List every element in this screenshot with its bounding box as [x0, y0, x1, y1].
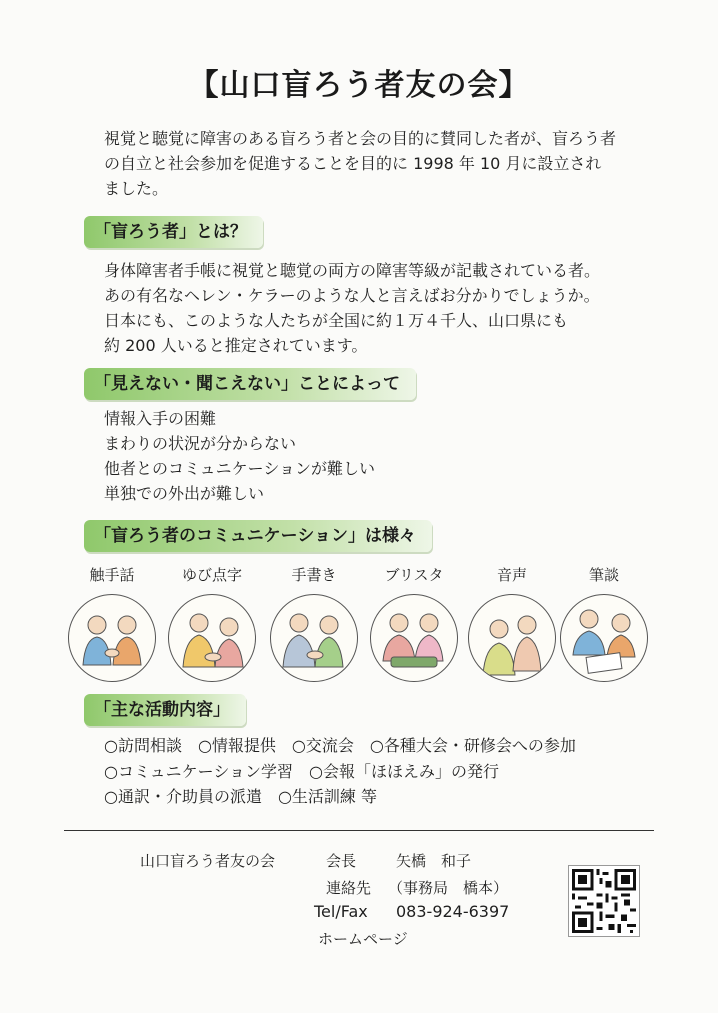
method-label: ブリスタ [384, 566, 444, 584]
president-name: 矢橋 和子 [396, 852, 472, 870]
communication-methods [66, 562, 646, 690]
intro-paragraph [104, 126, 664, 201]
method-label: ゆび点字 [181, 566, 242, 584]
written-conversation-illustration [560, 594, 648, 682]
contact-label: 連絡先 [326, 879, 372, 897]
intro-line: 視覚と聴覚に障害のある盲ろう者と会の目的に賛同した者が、盲ろう者 [104, 129, 617, 148]
list-item: 単独での外出が難しい [104, 484, 265, 503]
footer-divider [64, 830, 654, 831]
method-written-conversation [558, 562, 650, 682]
voice-illustration [468, 594, 556, 682]
method-voice [466, 562, 558, 682]
activity-line: ○コミュニケーション学習 ○会報「ほほえみ」の発行 [104, 761, 499, 781]
difficulties-list [104, 406, 664, 506]
tel-value: 083-924-6397 [396, 902, 510, 921]
what-is-deafblind-text [104, 258, 664, 358]
braille-writer-illustration [370, 594, 458, 682]
method-tactile-sign [66, 562, 158, 682]
list-item: まわりの状況が分からない [104, 434, 297, 453]
contact-value: （事務局 橋本） [388, 879, 509, 897]
president-label: 会長 [326, 852, 357, 870]
list-item: 情報入手の困難 [104, 409, 217, 428]
qr-code-icon[interactable] [568, 865, 640, 937]
method-label: 筆談 [588, 566, 619, 584]
text-line: 身体障害者手帳に視覚と聴覚の両方の障害等級が記載されている者。 [104, 261, 601, 280]
intro-line: の自立と社会参加を促進することを目的に 1998 年 10 月に設立され [104, 154, 602, 173]
list-item: 他者とのコミュニケーションが難しい [104, 459, 376, 478]
text-line: あの有名なヘレン・ケラーのような人と言えばお分かりでしょうか。 [104, 286, 600, 305]
activities-list [104, 733, 664, 810]
tactile-sign-illustration [68, 594, 156, 682]
section-heading-difficulties: 「見えない・聞こえない」ことによって [84, 368, 416, 400]
method-label: 手書き [291, 566, 337, 584]
org-name: 山口盲ろう者友の会 [140, 852, 276, 870]
finger-braille-illustration [168, 594, 256, 682]
section-heading-activities: 「主な活動内容」 [84, 694, 246, 726]
tel-label: Tel/Fax [314, 902, 368, 921]
activity-line: ○訪問相談 ○情報提供 ○交流会 ○各種大会・研修会への参加 [104, 736, 576, 755]
page-title: 【山口盲ろう者友の会】 [188, 68, 530, 103]
handwriting-illustration [270, 594, 358, 682]
homepage-label: ホームページ [318, 930, 408, 948]
method-handwriting [268, 562, 360, 682]
intro-line: ました。 [104, 179, 169, 198]
method-label: 触手話 [89, 566, 135, 584]
text-line: 約 200 人いると推定されています。 [104, 336, 368, 355]
text-line: 日本にも、このような人たちが全国に約１万４千人、山口県にも [104, 311, 569, 330]
section-heading-what-is-deafblind: 「盲ろう者」とは？ [84, 216, 263, 248]
method-braille-writer [368, 562, 460, 682]
method-finger-braille [166, 562, 258, 682]
method-label: 音声 [496, 566, 527, 584]
section-heading-communication: 「盲ろう者のコミュニケーション」は様々 [84, 520, 432, 552]
activity-line: ○通訳・介助員の派遣 ○生活訓練 等 [104, 787, 378, 806]
